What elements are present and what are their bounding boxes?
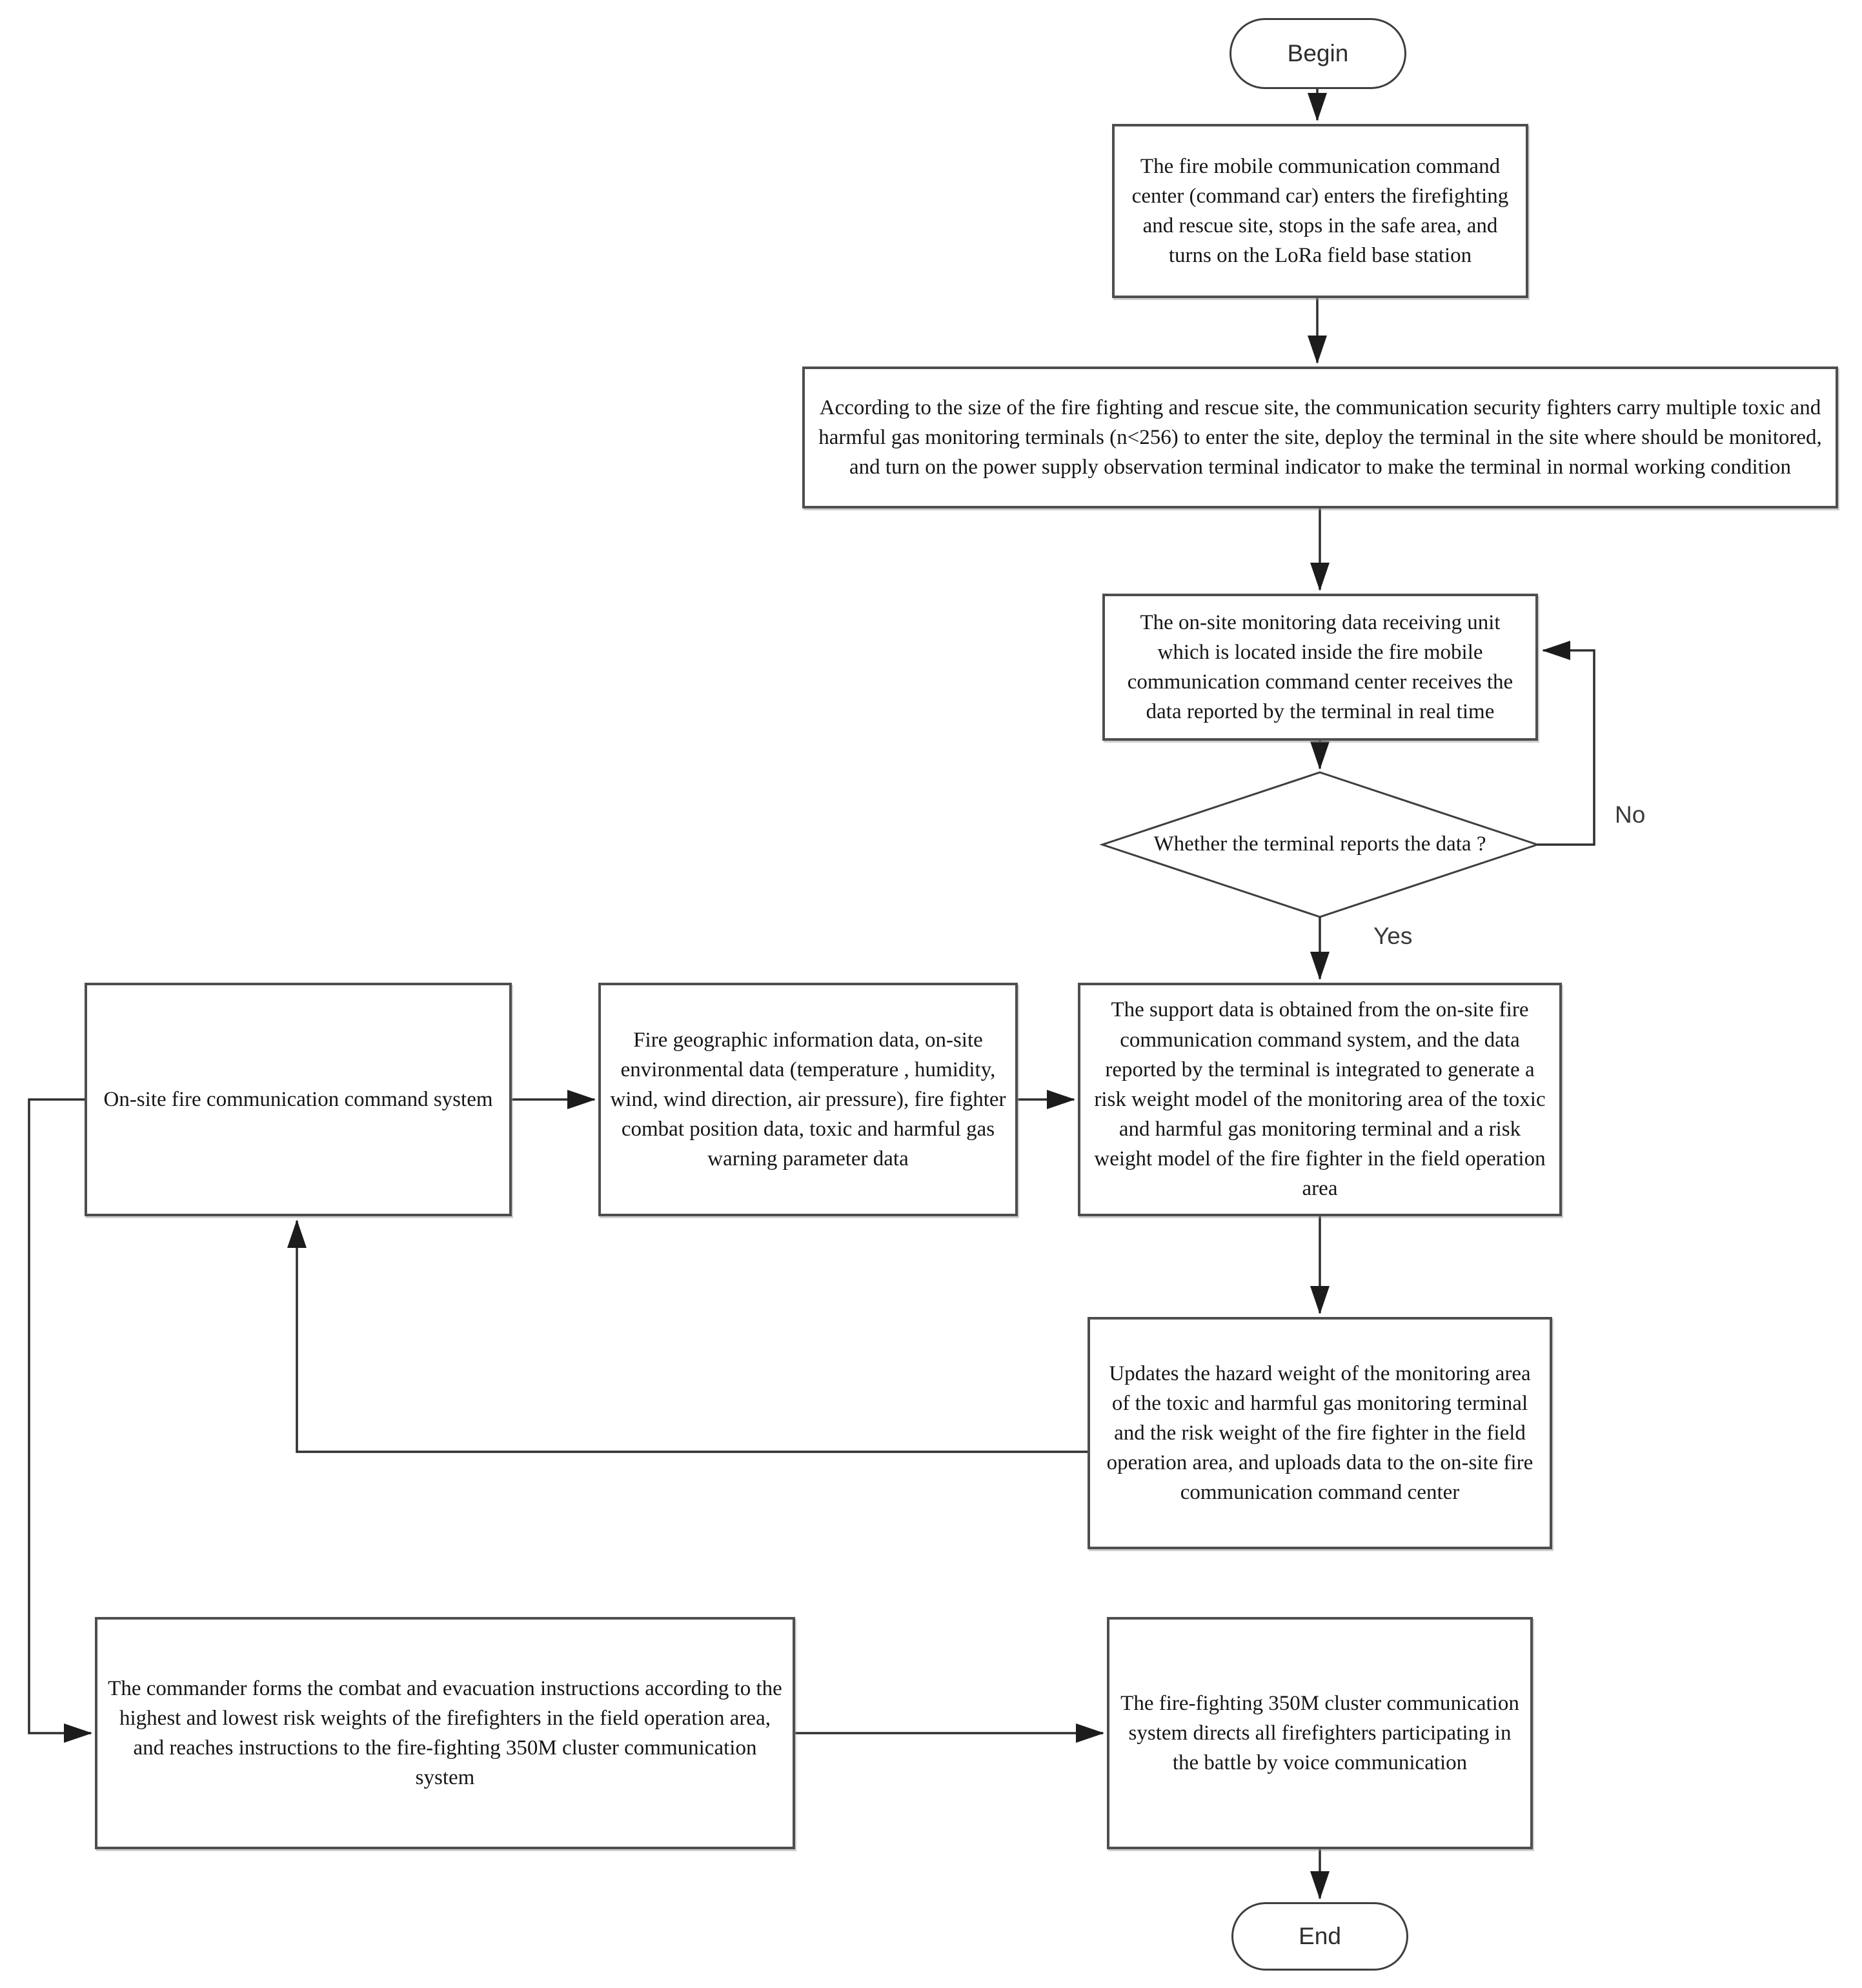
edge-command-system-to-commander xyxy=(29,1099,91,1733)
process-command-car-enters-site: The fire mobile communication command center (command car) enters the firefighting and rescue site, stops in the safe area, and turns on the LoRa field base station xyxy=(1112,124,1528,298)
process-support-data-list: Fire geographic information data, on-site environmental data (temperature , humidity, wind, wind direction, air pressure), fire fighter combat position data, toxic and harmful gas warning parameter data xyxy=(598,983,1018,1216)
process-generate-risk-weight-models: The support data is obtained from the on-site fire communication command system, and the data reported by the terminal is integrated to generate a risk weight model of the monitoring area of the toxic and harmful gas monitoring terminal and a risk weight model of the fire fighter in the field operation area xyxy=(1078,983,1562,1216)
process-commander-forms-instructions: The commander forms the combat and evacuation instructions according to the highest and lowest risk weights of the firefighters in the field operation area, and reaches instructions to the fire-fighting 350M cluster communication system xyxy=(95,1617,795,1849)
begin-terminator: Begin xyxy=(1230,18,1406,89)
edge-updates-to-command-system-feedback xyxy=(297,1221,1088,1452)
process-onsite-fire-communication-command-system: On-site fire communication command system xyxy=(85,983,512,1216)
edge-label-no: No xyxy=(1615,801,1646,828)
process-update-hazard-weights: Updates the hazard weight of the monitoring area of the toxic and harmful gas monitoring terminal and the risk weight of the fire fighter in the field operation area, and uploads data to the on-site fire communication command center xyxy=(1088,1317,1552,1549)
edge-decision-no-loop xyxy=(1537,650,1594,845)
process-350m-cluster-communication: The fire-fighting 350M cluster communication system directs all firefighters participating in the battle by voice communication xyxy=(1107,1617,1533,1849)
process-deploy-monitoring-terminals: According to the size of the fire fighting and rescue site, the communication security fighters carry multiple toxic and harmful gas monitoring terminals (n<256) to enter the site, deploy the terminal in the site where should be monitored, and turn on the power supply observation terminal indicator to make the terminal in normal working condition xyxy=(802,366,1838,508)
edge-label-yes: Yes xyxy=(1373,923,1413,949)
process-data-receiving-unit: The on-site monitoring data receiving unit which is located inside the fire mobile communication command center receives the data reported by the terminal in real time xyxy=(1102,594,1538,741)
end-terminator: End xyxy=(1231,1902,1408,1971)
decision-terminal-reports-data: Whether the terminal reports the data ? xyxy=(1153,832,1486,856)
